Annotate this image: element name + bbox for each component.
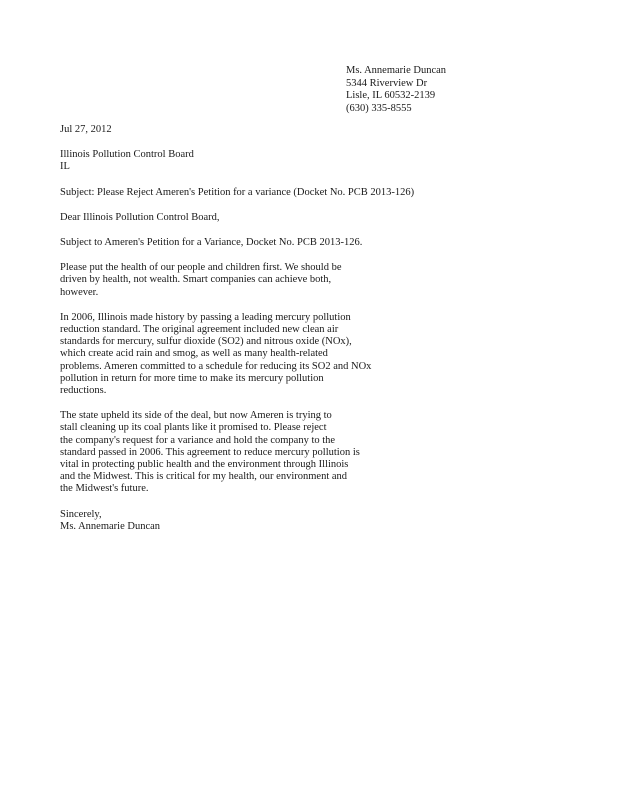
paragraph-line: pollution in return for more time to make its mercury pollution: [60, 372, 324, 384]
paragraph-line: In 2006, Illinois made history by passing a leading mercury pollution: [60, 311, 351, 323]
letter-body: [60, 124, 415, 533]
sender-city: Lisle, IL 60532-2139: [346, 90, 436, 101]
sender-name: Ms. Annemarie Duncan: [346, 65, 447, 76]
recipient-state: IL: [60, 161, 70, 173]
signature-name: Ms. Annemarie Duncan: [60, 520, 161, 532]
paragraph-line: problems. Ameren committed to a schedule for reducing its SO2 and NOx: [60, 360, 372, 372]
subject-line: Subject to Ameren's Petition for a Variance, Docket No. PCB 2013-126.: [60, 237, 363, 249]
paragraph-line: stall cleaning up its coal plants like it promised to. Please reject: [60, 422, 327, 434]
paragraph-line: however.: [60, 286, 99, 298]
paragraph-line: driven by health, not wealth. Smart companies can achieve both,: [60, 274, 332, 286]
paragraph-1: [60, 262, 360, 299]
sender-address-block: [346, 65, 446, 115]
paragraph-line: reduction standard. The original agreement included new clean air: [60, 324, 339, 336]
paragraph-line: standards for mercury, sulfur dioxide (SO2) and nitrous oxide (NOx),: [60, 336, 352, 348]
sender-street: 5344 Riverview Dr: [346, 77, 428, 89]
paragraph-line: and the Midwest. This is critical for my health, our environment and: [60, 471, 348, 483]
letter-date: Jul 27, 2012: [60, 124, 112, 135]
paragraph-line: Please put the health of our people and children first. We should be: [60, 262, 342, 274]
paragraph-line: reductions.: [60, 385, 107, 397]
sender-phone: (630) 335-8555: [346, 102, 412, 114]
paragraph-line: The state upheld its side of the deal, but now Ameren is trying to: [60, 410, 332, 422]
paragraph-3: [60, 410, 360, 495]
paragraph-line: vital in protecting public health and the environment through Illinois: [60, 459, 349, 471]
closing: Sincerely,: [60, 508, 102, 520]
paragraph-2: [60, 311, 372, 397]
paragraph-line: standard passed in 2006. This agreement to reduce mercury pollution is: [60, 446, 360, 458]
recipient-name: Illinois Pollution Control Board: [60, 149, 194, 161]
salutation: Dear Illinois Pollution Control Board,: [60, 211, 220, 223]
letter-subject: Subject: Please Reject Ameren's Petition for a variance (Docket No. PCB 2013-126): [60, 186, 415, 198]
paragraph-line: which create acid rain and smog, as well as many health-related: [60, 348, 328, 360]
paragraph-line: the Midwest's future.: [60, 483, 149, 495]
paragraph-line: the company's request for a variance and hold the company to the: [60, 434, 336, 446]
